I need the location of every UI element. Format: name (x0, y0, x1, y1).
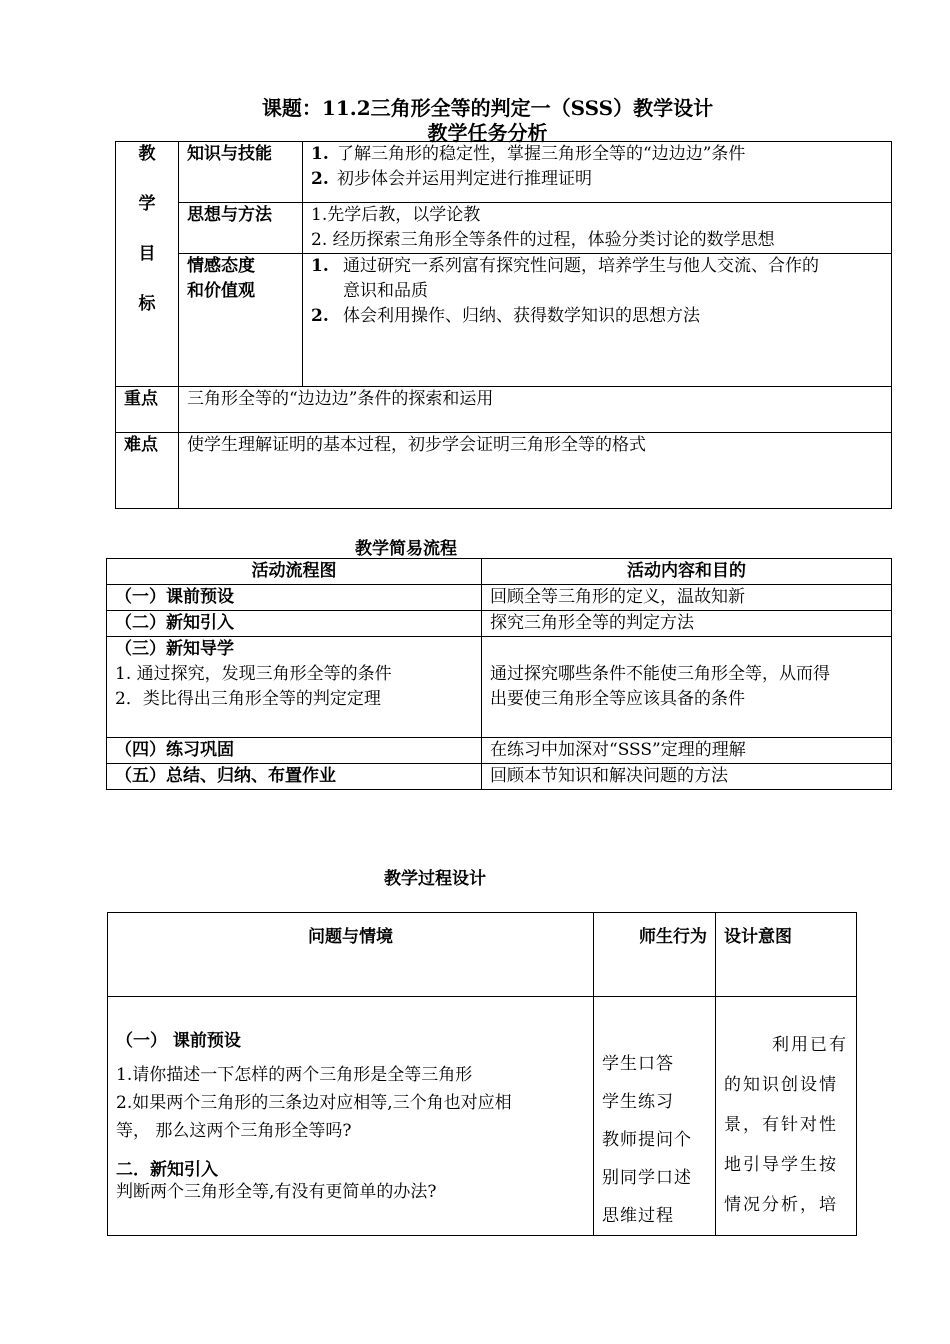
teacher-student-actions-cell: 学生口答 学生练习 教师提问个 别同学口述 思维过程 (594, 997, 716, 1236)
design-intent-cell: 利用已有 的知识创设情 景，有针对性 地引导学生按 情况分析，培 (716, 997, 857, 1236)
flow-col-header: 活动内容和目的 (482, 559, 892, 585)
process-col-header: 设计意图 (716, 913, 857, 997)
attitude-value-label: 情感态度 和价值观 (179, 254, 303, 387)
key-point-content: 三角形全等的“边边边”条件的探索和运用 (179, 387, 892, 433)
flow-content: 通过探究哪些条件不能使三角形全等，从而得 出要使三角形全等应该具备的条件 (482, 637, 892, 738)
task-analysis-table (115, 141, 892, 509)
process-col-header: 问题与情境 (108, 913, 594, 997)
flow-content: 回顾本节知识和解决问题的方法 (482, 764, 892, 790)
task-analysis-heading: 教学任务分析 (427, 121, 548, 145)
question: 判断两个三角形全等,有没有更简单的办法? (116, 1182, 437, 1202)
flow-heading: 教学简易流程 (355, 539, 457, 559)
flow-step: （二）新知引入 (107, 611, 482, 637)
goal-char: 目 (138, 244, 156, 264)
flow-step: （五）总结、归纳、布置作业 (107, 764, 482, 790)
flow-step: （四）练习巩固 (107, 738, 482, 764)
goal-char: 学 (138, 194, 156, 214)
flow-step: （三）新知导学 1. 通过探究，发现三角形全等的条件 2．类比得出三角形全等的判定定理 (107, 637, 482, 738)
attitude-value-content: 1. 通过研究一系列富有探究性问题，培养学生与他人交流、合作的 意识和品质 2. 体会利用操作、归纳、获得数学知识的思想方法 (303, 254, 892, 387)
key-point-label: 重点 (116, 387, 179, 433)
flow-col-header: 活动流程图 (107, 559, 482, 585)
teaching-goal-cell (116, 142, 179, 387)
section-title: （一） 课前预设 (116, 1031, 241, 1051)
flow-table (106, 558, 892, 790)
difficulty-content: 使学生理解证明的基本过程，初步学会证明三角形全等的格式 (179, 433, 892, 509)
problem-situation-cell (108, 997, 594, 1236)
thinking-method-content: 1.先学后教，以学论教 2. 经历探索三角形全等条件的过程，体验分类讨论的数学思想 (303, 203, 892, 254)
process-heading: 教学过程设计 (384, 869, 486, 889)
flow-content: 在练习中加深对“SSS”定理的理解 (482, 738, 892, 764)
knowledge-skill-label: 知识与技能 (179, 142, 303, 203)
flow-step: （一）课前预设 (107, 585, 482, 611)
goal-char: 教 (138, 144, 156, 164)
section-title: 二．新知引入 (116, 1160, 218, 1180)
question: 2.如果两个三角形的三条边对应相等,三个角也对应相 (116, 1093, 512, 1113)
flow-content: 探究三角形全等的判定方法 (482, 611, 892, 637)
knowledge-skill-content: 1. 了解三角形的稳定性，掌握三角形全等的“边边边”条件 2. 初步体会并运用判定进行推理证明 (303, 142, 892, 203)
process-table (107, 912, 857, 1236)
difficulty-label: 难点 (116, 433, 179, 509)
question: 等， 那么这两个三角形全等吗? (116, 1121, 352, 1141)
flow-content: 回顾全等三角形的定义，温故知新 (482, 585, 892, 611)
question: 1.请你描述一下怎样的两个三角形是全等三角形 (116, 1065, 473, 1085)
thinking-method-label: 思想与方法 (179, 203, 303, 254)
goal-char: 标 (138, 294, 156, 314)
process-col-header: 师生行为 (594, 913, 716, 997)
document-title: 课题：11.2三角形全等的判定一（SSS）教学设计 (261, 96, 714, 120)
